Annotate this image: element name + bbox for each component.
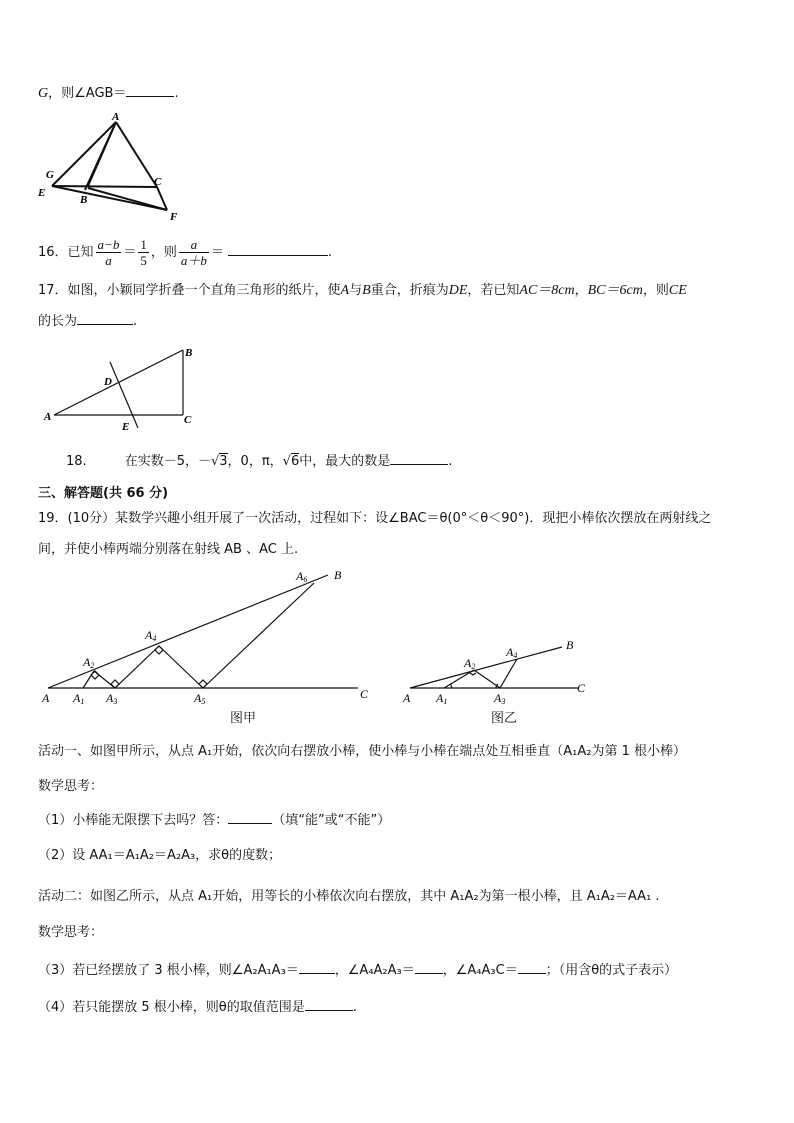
section-3-heading: 三、解答题(共 66 分) [38,486,169,501]
q19-activity2: 活动二：如图乙所示，从点 A₁开始，用等长的小棒依次向右摆放，其中 A₁A₂为第一根小棒，且 A₁A₂＝AA₁ . [38,889,660,904]
q18-sqrt3: √3 [210,454,228,469]
q17-text-line2: 的长为 [38,314,78,329]
jia-a5-sub: 5 [201,697,206,705]
yi-a3-sub: 3 [501,697,506,705]
q16-frac2 [138,237,149,268]
q17-line1 [38,282,687,300]
q19-line2: 间，并使小棒两端分别落在射线 AB 、AC 上. [38,542,299,557]
q19-activity1: 活动一、如图甲所示，从点 A₁开始，依次向右摆放小棒，使小棒与小棒在端点处互相垂直（A₁A₂为第 1 根小棒） [38,744,686,759]
q15-g-var: G [38,86,49,101]
q17-comma: ， [574,283,588,298]
jia-label-a4 [144,628,156,643]
q19-p3a: （3）若已经摆放了 3 根小棒，则∠A₂A₁A₃＝ [38,963,299,978]
q16-frac3 [179,237,209,268]
yi-label-a4 [505,645,517,660]
q16-answer-blank[interactable] [228,243,328,256]
q17-label-c: C [184,414,192,426]
q19-p4-text: （4）若只能摆放 5 根小棒，则θ的取值范围是 [38,1000,305,1015]
q15-label-a: A [112,111,120,123]
q19-part3 [38,961,677,980]
q15-tail [38,84,179,103]
jia-a4-letter: A [145,628,153,642]
q15-period: . [174,86,179,101]
q19-p3-blank3[interactable] [518,961,546,974]
jia-label-a2 [82,655,94,670]
jia-a1-sub: 1 [80,697,85,705]
q17-then: ，则 [642,283,669,298]
q16-frac2-den: 5 [140,253,147,268]
jia-label-a6 [295,569,307,584]
jia-a2-letter: A [83,655,91,669]
jia-label-a5 [193,691,205,705]
yi-label-c: C [577,681,586,695]
q18-text-b: ，0，π， [227,454,283,469]
q17-text-mid2: ，若已知 [467,283,520,298]
q19-caption-yi: 图乙 [491,711,518,726]
q18-number: 18. [66,454,87,469]
jia-label-a: A [42,691,50,705]
yi-a4-sub: 4 [513,651,518,660]
q19-p1-text: （1）小棒能无限摆下去吗？答： [38,813,229,828]
q17-label-d: D [104,376,112,388]
jia-label-a3 [105,691,117,705]
q19-p3c: ，∠A₄A₃C＝ [442,963,518,978]
jia-a3-sub: 3 [113,697,118,705]
q17-var-de: DE [448,283,468,298]
jia-a6-sub: 6 [303,575,308,584]
q19-p3b: ，∠A₄A₂A₃＝ [334,963,415,978]
q16-frac1 [96,237,122,268]
jia-label-a1 [72,691,84,705]
jia-label-b: B [334,568,342,582]
yi-label-a3 [493,691,505,705]
q16-frac3-num: a [179,237,209,253]
q16-frac1-num: a−b [97,237,120,252]
q18-sqrt6: √6 [282,454,300,469]
yi-label-a2 [463,656,475,671]
q17-end: . [133,314,138,329]
yi-a1-letter: A [436,691,444,705]
q19-p4-blank[interactable] [305,998,353,1011]
q18 [66,452,452,471]
q15-label-e: E [38,187,46,199]
q19-p1-blank[interactable] [228,811,272,824]
yi-a2-letter: A [464,656,472,670]
q15-label-b: B [80,194,88,206]
q16-eq: ＝ [123,245,137,260]
q15-label-g: G [46,169,54,181]
q17-bc: BC＝6cm [587,283,643,298]
q17-line2 [38,312,137,331]
q17-ac: AC＝8cm [519,283,575,298]
q17-text-mid1: 重合，折痕为 [370,283,449,298]
q19-p4-end: . [352,1000,357,1015]
q16 [38,236,332,270]
q16-frac3-den: a＋b [180,253,207,268]
q19-p3d: ；（用含θ的式子表示） [545,963,678,978]
q17-var-ce: CE [668,283,687,298]
q17-text-and: 与 [349,283,363,298]
yi-label-a1 [435,691,447,705]
jia-a6-letter: A [296,569,304,583]
q19-think1: 数学思考： [38,779,104,794]
q15-label-f: F [170,211,178,223]
q19-part4 [38,998,357,1017]
jia-label-c: C [360,687,369,701]
yi-a1-sub: 1 [443,697,448,705]
q17-answer-blank[interactable] [77,312,133,325]
q15-figure [30,110,190,225]
jia-a3-letter: A [106,691,114,705]
yi-label-b: B [566,638,574,652]
q17-figure [40,340,210,435]
q18-text-c: 中，最大的数是 [299,454,391,469]
jia-a1-letter: A [73,691,81,705]
q17-label-b: B [185,347,193,359]
yi-a4-letter: A [506,645,514,659]
q19-caption-jia: 图甲 [230,711,257,726]
q18-sqrt3-value: 3 [219,454,228,469]
q16-mid: ，则 [150,245,177,260]
yi-label-a: A [403,691,411,705]
q16-eq2: ＝ [210,245,224,260]
q15-label-c: C [154,176,162,188]
q19-part2: （2）设 AA₁＝A₁A₂＝A₂A₃，求θ的度数； [38,848,282,863]
jia-a4-sub: 4 [152,634,157,643]
q17-text-a: 17．如图，小颖同学折叠一个直角三角形的纸片，使 [38,283,341,298]
q19-figure-jia [38,565,378,705]
q19-p3-blank1[interactable] [299,961,335,974]
q19-p3-blank2[interactable] [415,961,443,974]
q17-label-e: E [122,421,130,433]
q19-think2: 数学思考： [38,925,104,940]
jia-a5-letter: A [194,691,202,705]
q15-text: ，则∠AGB＝ [48,86,127,101]
q18-end: . [448,454,453,469]
q17-var-b: B [362,283,371,298]
q17-var-a: A [340,283,350,298]
q19-part1 [38,811,390,830]
q16-end: . [328,245,333,260]
q18-answer-blank[interactable] [390,452,448,465]
q19-p1-tail: （填“能”或“不能”） [272,813,391,828]
q18-sqrt6-value: 6 [290,454,300,469]
q16-frac2-num: 1 [140,237,147,252]
yi-a2-sub: 2 [471,662,476,671]
q19-line1: 19．(10分）某数学兴趣小组开展了一次活动，过程如下：设∠BAC＝θ(0°＜θ＜90°)．现把小棒依次摆放在两射线之 [38,511,712,526]
jia-a2-sub: 2 [90,661,95,670]
q15-answer-blank[interactable] [126,84,174,97]
yi-a3-letter: A [494,691,502,705]
q17-label-a: A [44,411,52,423]
q18-text-a: 在实数－5，－ [124,454,211,469]
q16-number: 16．已知 [38,245,94,260]
q16-frac1-den: a [105,253,112,268]
q19-figure-yi [400,635,600,705]
